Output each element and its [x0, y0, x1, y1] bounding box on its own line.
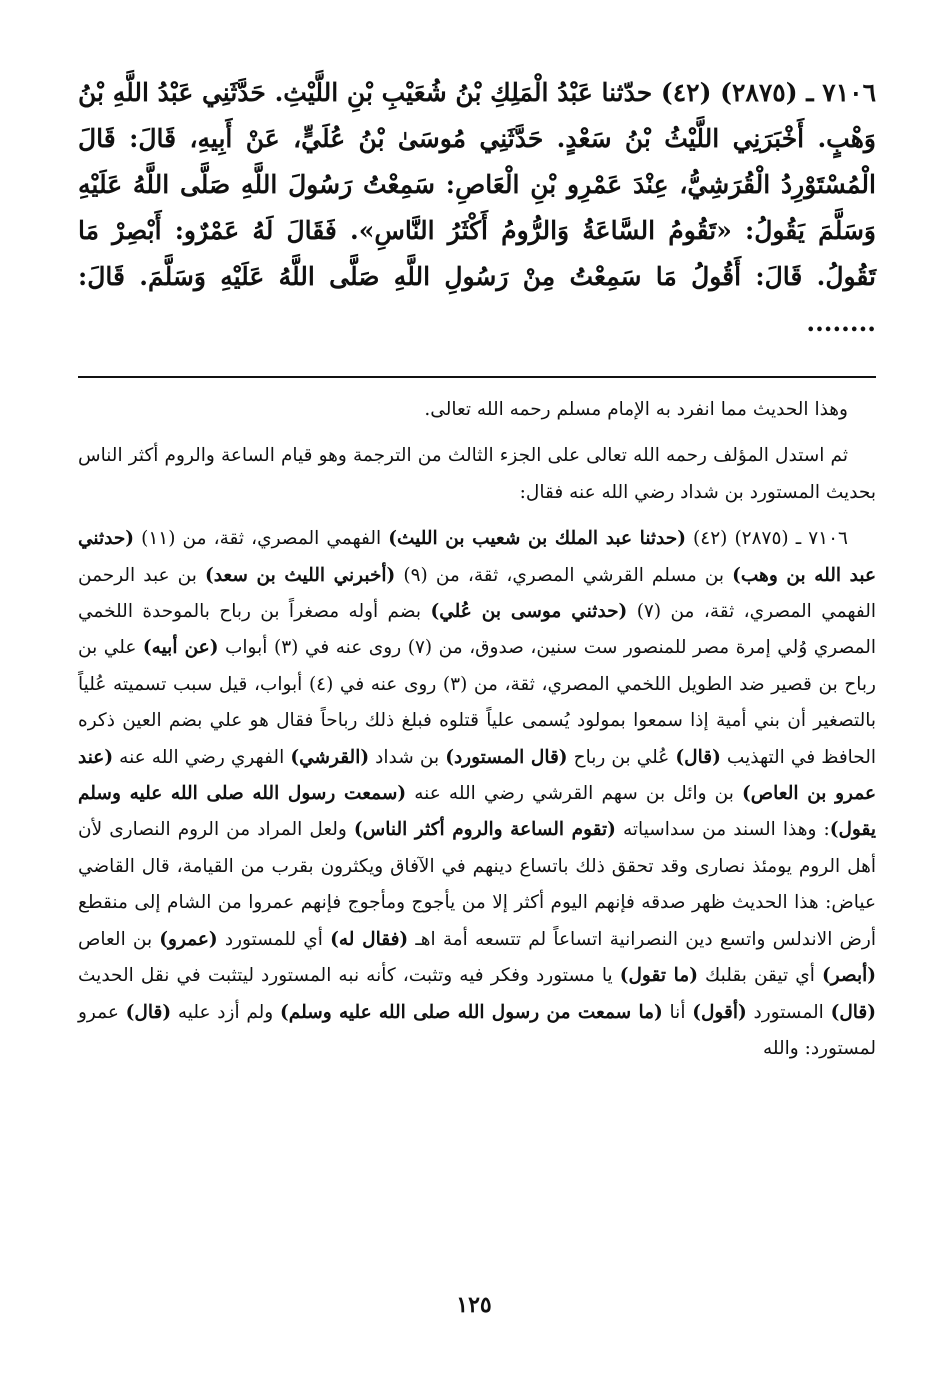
commentary-text: يا مستورد وفكر فيه وتثبت، كأنه نبه المستورد ليتثبت في نقل الحديث: [78, 965, 620, 987]
hadith-matn-quote: (أبصر): [821, 965, 876, 987]
hadith-matn-quote: (أقول): [692, 1001, 747, 1023]
commentary-paragraph-3: [78, 521, 876, 1067]
narrator-quote: (عند عمرو بن العاص): [78, 746, 877, 805]
narrator-quote: (قال): [675, 746, 721, 768]
narrator-quote: (عن أبيه): [142, 637, 219, 659]
narrator-quote: (قال المستورد): [445, 746, 568, 768]
hadith-matn-quote: (فقال له): [330, 928, 409, 950]
commentary-text: أي للمستورد: [217, 928, 331, 950]
commentary-text: بن العاص: [78, 928, 160, 950]
narrator-quote: (سمعت رسول الله صلى الله عليه وسلم يقول): [78, 783, 876, 841]
hadith-text: ٧١٠٦ ـ (٢٨٧٥) (٤٢) حدّثنا عَبْدُ الْمَلِكِ بْنُ شُعَيْبِ بْنِ اللَّيْثِ. حَدَّثَنِي عَبْدُ اللَّهِ بْنُ وَهْبٍ. أَخْبَرَنِي اللَّيْثُ بْنُ سَعْدٍ. حَدَّثَنِي مُوسَىٰ بْنُ عُلَيٍّ، عَنْ أَبِيهِ، قَالَ: قَالَ الْمُسْتَوْرِدُ الْقُرَشِيُّ، عِنْدَ عَمْرِو بْنِ الْعَاصِ: سَمِعْتُ رَسُولَ اللَّهِ صَلَّى اللَّهُ عَلَيْهِ وَسَلَّمَ يَقُولُ: «تَقُومُ السَّاعَةُ وَالرُّومُ أَكْثَرُ النَّاسِ». فَقَالَ لَهُ عَمْرٌو: أَبْصِرْ مَا تَقُولُ. قَالَ: أَقُولُ مَا سَمِعْتُ مِنْ رَسُولِ اللَّهِ صَلَّى اللَّهُ عَلَيْهِ وَسَلَّمَ. قَالَ: ........: [78, 78, 876, 337]
hadith-number: ٧١٠٦ ـ (٢٨٧٥) (٤٢): [685, 528, 848, 550]
narrator-quote: (أخبرني الليث بن سعد): [204, 564, 396, 586]
hadith-matn-quote: (تقوم الساعة والروم أكثر الناس): [353, 819, 616, 841]
narrator-quote: (حدثني موسى بن عُلي): [430, 601, 628, 623]
commentary-text: علي بن رباح بن قصير ضد الطويل اللخمي المصري، ثقة، من (٣) روى عنه في (٤) أبواب، قيل سبب تسميته عُلياً بالتصغير أن بني أمية إذا سمعوا بمولود يُسمى علياً قتلوه فبلغ ذلك رباحاً فقال هو علي بضم العين ذكره الحافظ في التهذيب: [78, 637, 877, 768]
commentary-text: أي تيقن بقلبك: [697, 965, 822, 987]
hadith-matn-quote: (قال): [125, 1001, 172, 1023]
commentary-paragraph-2: ثم استدل المؤلف رحمه الله تعالى على الجزء الثالث من الترجمة وهو قيام الساعة والروم أكثر الناس بحديث المستورد بن شداد رضي الله عنه فقال:: [78, 445, 876, 503]
hadith-matn-quote: (قال): [830, 1001, 876, 1023]
commentary-text: ولم أزد عليه: [171, 1001, 280, 1023]
narrator-quote: (حدثني عبد الله بن وهب): [78, 528, 877, 586]
hadith-text-block: [78, 70, 876, 346]
hadith-matn-quote: (ما سمعت من رسول الله صلى الله عليه وسلم): [280, 1001, 663, 1023]
hadith-matn-quote: (عمرو): [159, 928, 218, 950]
commentary-text: المستورد: [746, 1001, 831, 1023]
commentary-paragraph-1: وهذا الحديث مما انفرد به الإمام مسلم رحمه الله تعالى.: [424, 399, 848, 420]
footnote-divider: [78, 376, 876, 378]
hadith-matn-quote: (ما تقول): [619, 965, 698, 987]
commentary-text: بضم أوله مصغراً بن رباح بالموحدة اللخمي المصري وُلي إمرة مصر للمنصور ست سنين، صدوق، من (٧) روى عنه في (٣) أبواب: [78, 601, 877, 659]
commentary-text: بن شداد: [369, 746, 446, 768]
narrator-quote: (القرشي): [290, 746, 370, 768]
commentary-text: بن مسلم القرشي المصري، ثقة، من (٩): [395, 564, 733, 586]
commentary-text: بن عبد الرحمن الفهمي المصري، ثقة، من (٧): [78, 564, 876, 623]
commentary-text: : وهذا السند من سداسياته: [615, 819, 830, 841]
commentary-text: أنا: [662, 1001, 693, 1023]
commentary-text: بن وائل بن سهم القرشي رضي الله عنه: [406, 783, 743, 805]
page-number: ١٢٥: [456, 1292, 492, 1318]
commentary-text: الفهمي المصري، ثقة، من (١١): [134, 528, 389, 550]
narrator-quote: (حدثنا عبد الملك بن شعيب بن الليث): [388, 528, 686, 550]
commentary-text: عُلي بن رباح: [567, 746, 676, 768]
commentary-block: [78, 392, 876, 1067]
commentary-text: عمرو لمستورد: والله: [78, 1001, 876, 1059]
commentary-text: الفهري رضي الله عنه: [113, 746, 291, 768]
commentary-text: ولعل المراد من الروم النصارى لأن أهل الروم يومئذ نصارى وقد تحقق ذلك باتساع دينهم في الآفاق ويكثرون بقرب من القيامة، قال القاضي عياض: هذا الحديث ظهر صدقه فإنهم اليوم أكثر إلا من يأجوج ومأجوج فإنهم عمروا من الشام إلى منقطع أرض الاندلس واتسع دين النصرانية اتساعاً لم تتسعه أمة اهـ: [78, 819, 876, 950]
